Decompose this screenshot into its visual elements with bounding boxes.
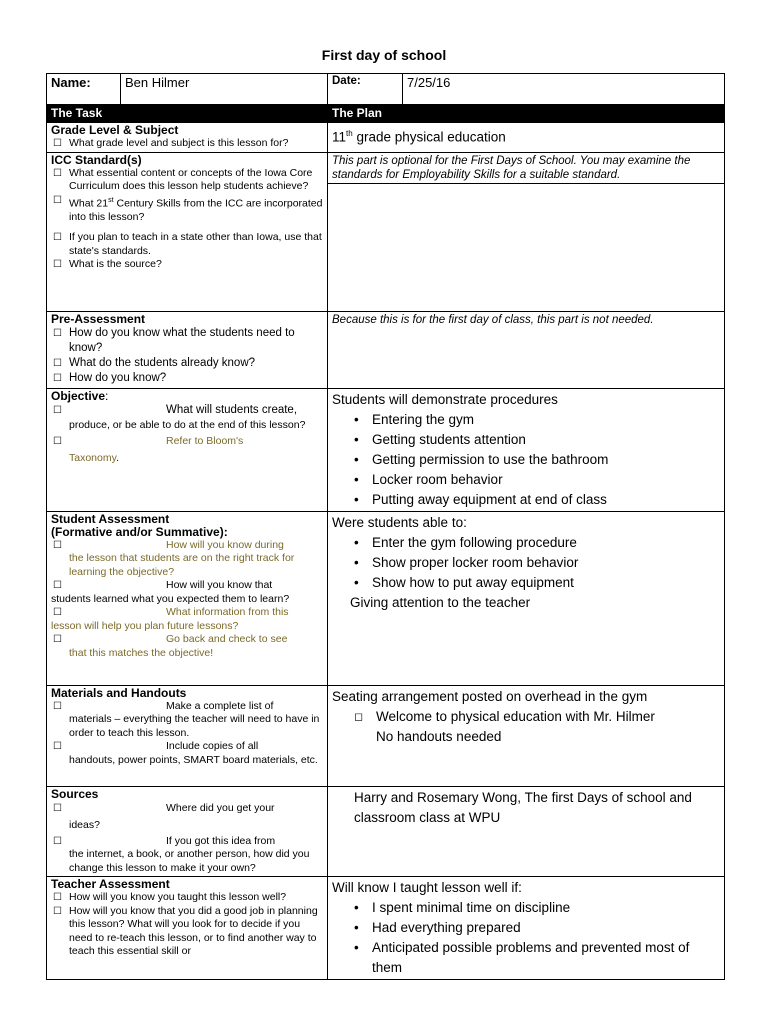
checkbox-icon: ☐ <box>53 539 62 551</box>
list-item: • Entering the gym <box>372 410 720 430</box>
date-value: 7/25/16 <box>403 74 725 105</box>
list-item: ◻ Welcome to physical education with Mr. Hilmer <box>376 707 720 727</box>
materials-title: Materials and Handouts <box>51 685 187 700</box>
grade-item: ☐ What grade level and subject is this lesson for? <box>53 137 289 149</box>
student-item: ☐ Go back and check to see that this matches the objective! <box>53 633 288 659</box>
materials-row <box>47 685 725 786</box>
icc-plan-note: This part is optional for the First Days of School. You may examine the standards for Employability Skills for a suitable standard. <box>328 152 725 183</box>
checkbox-icon: ☐ <box>53 357 62 369</box>
list-item: • Show how to put away equipment <box>372 573 720 593</box>
teacher-item: ☐ How will you know you taught this lesson well? <box>53 891 287 903</box>
checkbox-icon: ☐ <box>53 138 62 149</box>
student-plan-cell <box>328 511 725 685</box>
sources-row <box>47 786 725 877</box>
icc-item: ☐ What is the source? <box>53 258 162 270</box>
objective-plan-lead: Students will demonstrate procedures <box>332 391 558 407</box>
materials-plan-list <box>332 707 720 727</box>
list-item: • Locker room behavior <box>372 470 720 490</box>
pre-item: ☐ How do you know what the students need to know? <box>53 326 295 354</box>
checkbox-icon: ☐ <box>53 634 62 645</box>
checkbox-icon: ☐ <box>53 607 62 618</box>
sources-plan-cell: Harry and Rosemary Wong, The first Days of school and classroom class at WPU <box>328 786 725 877</box>
pre-row <box>47 311 725 388</box>
pre-plan-note: Because this is for the first day of class, this part is not needed. <box>328 311 725 388</box>
icc-row-top <box>47 152 725 183</box>
icc-plan-empty <box>328 183 725 311</box>
checkbox-icon: ☐ <box>53 435 62 447</box>
teacher-plan-list <box>332 898 720 978</box>
document-title: First day of school <box>321 47 447 63</box>
checkbox-icon: ☐ <box>53 404 62 416</box>
checkbox-icon: ☐ <box>53 905 62 917</box>
icc-item: ☐ What 21st Century Skills from the ICC are incorporated into this lesson? <box>53 194 323 223</box>
objective-plan-cell <box>328 388 725 511</box>
checkbox-icon: ☐ <box>53 259 62 270</box>
student-item: ☐ How will you know that students learned what you expected them to learn? <box>51 579 290 605</box>
plan-column-header: The Plan <box>328 105 725 123</box>
list-item: • Had everything prepared <box>372 918 720 938</box>
sources-item: ☐ Where did you get your ideas? <box>53 801 275 831</box>
materials-plan-lead: Seating arrangement posted on overhead in the gym <box>332 688 648 704</box>
checkbox-icon: ☐ <box>53 194 62 206</box>
checkbox-icon: ☐ <box>53 741 62 752</box>
icc-task-cell <box>47 152 328 311</box>
name-label: Name: <box>47 74 121 105</box>
sources-title: Sources <box>51 786 99 801</box>
lesson-plan-table <box>46 73 725 980</box>
teacher-item: ☐ How will you know that you did a good job in planning this lesson? What will you look for to decide if you need to re-teach this lesson, or to find another way to teach this essential skill or <box>53 904 318 957</box>
student-plan-tail: Giving attention to the teacher <box>350 594 531 610</box>
objective-task-cell <box>47 388 328 511</box>
column-header-row <box>47 105 725 123</box>
materials-item: ☐ Include copies of all handouts, power points, SMART board materials, etc. <box>53 740 318 766</box>
list-item: • Getting permission to use the bathroom <box>372 450 720 470</box>
list-item: • Enter the gym following procedure <box>372 533 720 553</box>
teacher-task-cell <box>47 877 328 980</box>
student-plan-list <box>332 533 720 593</box>
pre-task-cell <box>47 311 328 388</box>
grade-plan-sup: th <box>346 129 353 138</box>
icc-title: ICC Standard(s) <box>51 152 142 167</box>
checkbox-icon: ☐ <box>53 167 62 179</box>
name-row <box>47 74 725 105</box>
teacher-plan-lead: Will know I taught lesson well if: <box>332 880 522 895</box>
student-item: ☐ What information from this lesson will help you plan future lessons? <box>51 606 289 632</box>
student-row <box>47 511 725 685</box>
teacher-title: Teacher Assessment <box>51 877 170 891</box>
materials-task-cell <box>47 685 328 786</box>
task-column-header: The Task <box>47 105 328 123</box>
objective-item: ☐ What will students create, produce, or be able to do at the end of this lesson? <box>53 403 306 431</box>
date-label: Date: <box>328 74 403 105</box>
grade-task-cell <box>47 123 328 153</box>
icc-item: ☐ If you plan to teach in a state other than Iowa, use that state's standards. <box>53 231 322 257</box>
objective-plan-list <box>332 410 720 510</box>
checkbox-icon: ☐ <box>53 372 62 384</box>
materials-plan-tail: No handouts needed <box>376 728 502 744</box>
teacher-plan-cell <box>328 877 725 980</box>
checkbox-icon: ☐ <box>53 580 62 591</box>
name-value: Ben Hilmer <box>121 74 328 105</box>
grade-title: Grade Level & Subject <box>51 123 179 137</box>
checkbox-icon: ☐ <box>53 232 62 243</box>
pre-item: ☐ How do you know? <box>53 371 167 384</box>
list-item: • Putting away equipment at end of class <box>372 490 720 510</box>
student-task-cell <box>47 511 328 685</box>
grade-plan-cell <box>328 123 725 153</box>
pre-item: ☐ What do the students already know? <box>53 356 256 369</box>
student-item: ☐ How will you know during the lesson that students are on the right track for learning the objective? <box>53 538 295 578</box>
icc-item: ☐ What essential content or concepts of the Iowa Core Curriculum does this lesson help students achieve? <box>53 166 313 192</box>
sources-task-cell <box>47 786 328 877</box>
objective-item: ☐ Refer to Bloom's Taxonomy. <box>53 434 244 464</box>
student-title: Student Assessment <box>51 511 170 526</box>
materials-plan-cell <box>328 685 725 786</box>
materials-item: ☐ Make a complete list of materials – everything the teacher will need to have in order to teach this lesson. <box>53 699 320 739</box>
list-item: • I spent minimal time on discipline <box>372 898 720 918</box>
pre-title: Pre-Assessment <box>51 311 146 326</box>
student-subtitle: (Formative and/or Summative): <box>51 524 228 539</box>
objective-title: Objective: <box>51 388 109 403</box>
list-item: • Anticipated possible problems and prevented most of them <box>372 938 720 978</box>
checkbox-icon: ☐ <box>53 327 62 339</box>
checkbox-icon: ☐ <box>53 835 62 847</box>
sources-item: ☐ If you got this idea from the internet, a book, or another person, how did you change this lesson to make it your own? <box>53 834 310 874</box>
grade-row <box>47 123 725 153</box>
checkbox-icon: ☐ <box>53 700 62 712</box>
checkbox-icon: ☐ <box>53 802 62 814</box>
list-item: • Getting students attention <box>372 430 720 450</box>
teacher-row <box>47 877 725 980</box>
objective-row <box>47 388 725 511</box>
grade-plan-text: grade physical education <box>352 129 506 145</box>
list-item: • Show proper locker room behavior <box>372 553 720 573</box>
checkbox-icon: ☐ <box>53 892 62 903</box>
grade-plan-number: 11 <box>332 129 347 145</box>
student-plan-lead: Were students able to: <box>332 514 467 530</box>
